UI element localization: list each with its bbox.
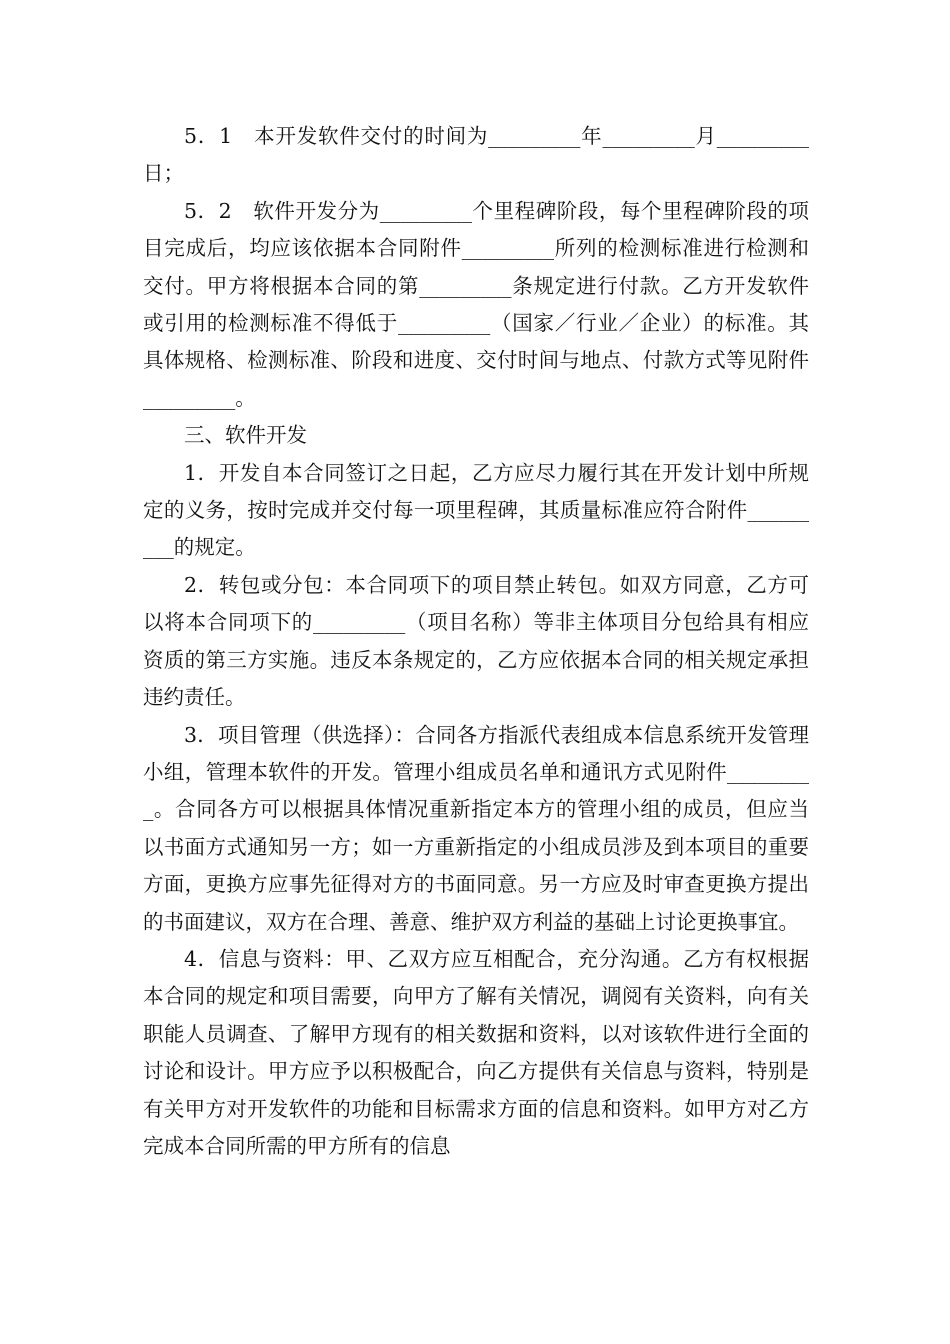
clause-3-4: 4．信息与资料：甲、乙双方应互相配合，充分沟通。乙方有权根据本合同的规定和项目需要，向甲方了解有关情况，调阅有关资料，向有关职能人员调查、了解甲方现有的相关数据和资料，以对该软件进行全面的讨论和设计。甲方应予以积极配合，向乙方提供有关信息与资料，特别是有关甲方对开发软件的功能和目标需求方面的信息和资料。如甲方对乙方完成本合同所需的甲方所有的信息 bbox=[143, 946, 809, 1158]
clause-3-3: 3．项目管理（供选择）：合同各方指派代表组成本信息系统开发管理小组，管理本软件的开发。管理小组成员名单和通讯方式见附件_________。合同各方可以根据具体情况重新指定本方的管理小组的成员，但应当以书面方式通知另一方；如一方重新指定的小组成员涉及到本项目的重要方面，更换方应事先征得对方的书面同意。另一方应及时审查更换方提出的书面建议，双方在合理、善意、维护双方利益的基础上讨论更换事宜。 bbox=[143, 722, 809, 934]
contract-page bbox=[143, 118, 809, 1165]
clause-3-2: 2．转包或分包：本合同项下的项目禁止转包。如双方同意，乙方可以将本合同项下的_________（项目名称）等非主体项目分包给具有相应资质的第三方实施。违反本条规定的，乙方应依据本合同的相关规定承担违约责任。 bbox=[143, 572, 809, 710]
section-heading-software-development: 三、软件开发 bbox=[184, 423, 307, 448]
clause-3-1: 1．开发自本合同签订之日起，乙方应尽力履行其在开发计划中所规定的义务，按时完成并交付每一项里程碑，其质量标准应符合附件_________的规定。 bbox=[143, 460, 809, 560]
clause-5-1: 5．1 本开发软件交付的时间为_________年_________月_________日； bbox=[143, 124, 809, 186]
clause-5-2: 5．2 软件开发分为_________个里程碑阶段，每个里程碑阶段的项目完成后，均应该依据本合同附件_________所列的检测标准进行检测和交付。甲方将根据本合同的第_________条规定进行付款。乙方开发软件或引用的检测标准不得低于_________（国家／行业／企业）的标准。其具体规格、检测标准、阶段和进度、交付时间与地点、付款方式等见附件_________。 bbox=[143, 198, 809, 410]
